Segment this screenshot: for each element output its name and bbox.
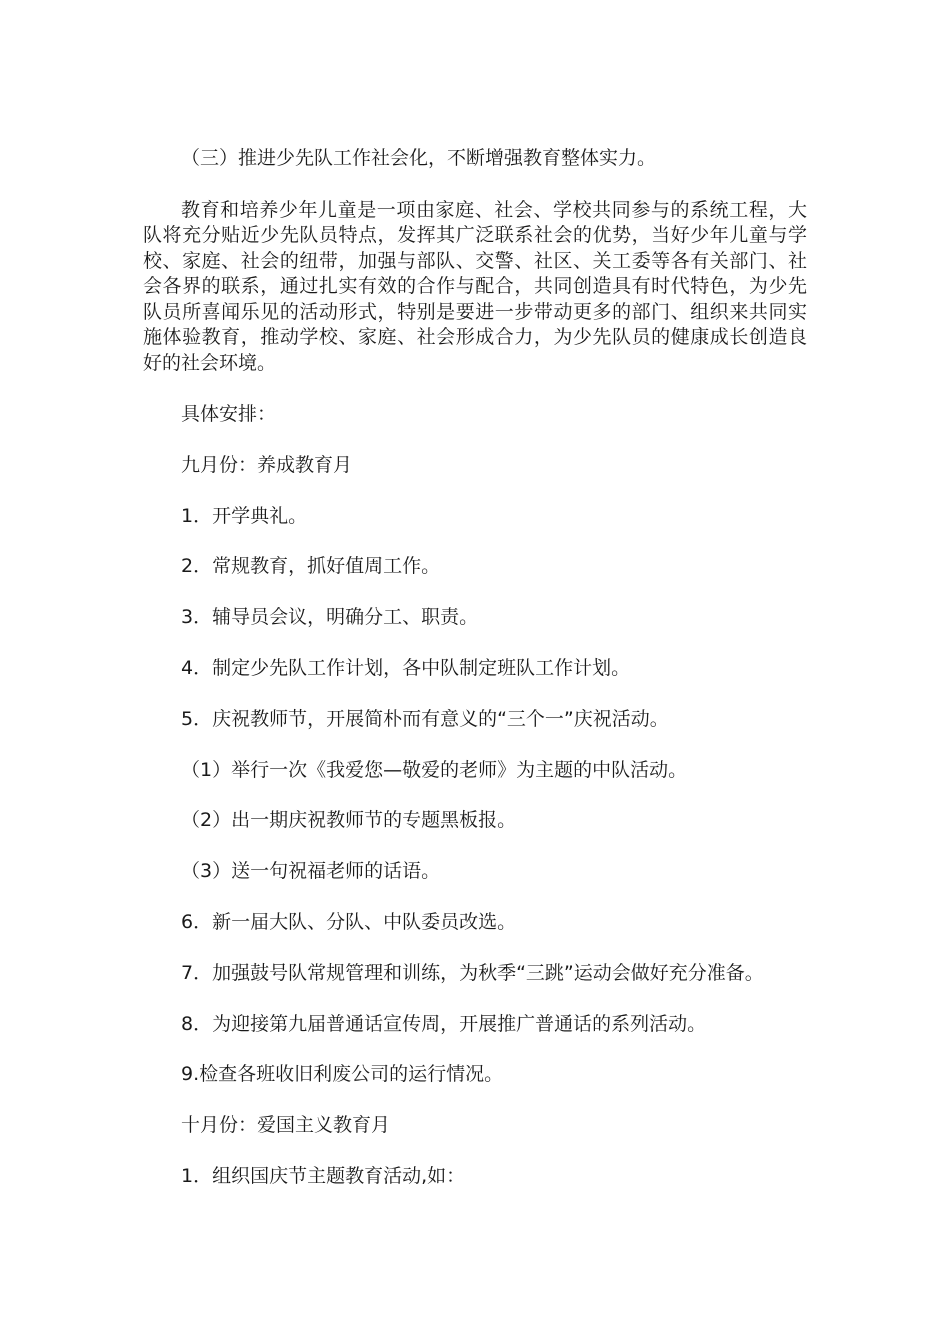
list-item: 9.检查各班收旧利废公司的运行情况。 (181, 1063, 504, 1086)
list-item: 7．加强鼓号队常规管理和训练，为秋季“三跳”运动会做好充分准备。 (181, 961, 764, 984)
list-item: （1）举行一次《我爱您—敬爱的老师》为主题的中队活动。 (181, 758, 688, 781)
list-item: 4．制定少先队工作计划，各中队制定班队工作计划。 (181, 656, 631, 679)
list-item: 1．组织国庆节主题教育活动,如： (181, 1164, 466, 1187)
list-item: 6．新一届大队、分队、中队委员改选。 (181, 910, 517, 933)
arrangement-label: 具体安排： (181, 403, 277, 425)
document-body (143, 146, 807, 1215)
list-item: 1．开学典礼。 (181, 504, 308, 527)
list-item: （3）送一句祝福老师的话语。 (181, 860, 441, 883)
september-title: 九月份：养成教育月 (181, 453, 353, 476)
list-item: 5．庆祝教师节，开展简朴而有意义的“三个一”庆祝活动。 (181, 707, 669, 730)
list-item: 2．常规教育，抓好值周工作。 (181, 555, 441, 578)
intro-paragraph: 教育和培养少年儿童是一项由家庭、社会、学校共同参与的系统工程，大队将充分贴近少先队员特点，发挥其广泛联系社会的优势，当好少年儿童与学校、家庭、社会的纽带，加强与部队、交警、社区、关工委等各有关部门、社会各界的联系，通过扎实有效的合作与配合，共同创造具有时代特色，为少先队员所喜闻乐见的活动形式，特别是要进一步带动更多的部门、组织来共同实施体验教育，推动学校、家庭、社会形成合力，为少先队员的健康成长创造良好的社会环境。 (143, 198, 807, 374)
list-item: 3．辅导员会议，明确分工、职责。 (181, 606, 479, 629)
october-title: 十月份：爱国主义教育月 (181, 1114, 391, 1137)
list-item: 8．为迎接第九届普通话宣传周，开展推广普通话的系列活动。 (181, 1012, 707, 1035)
section-heading: （三）推进少先队工作社会化，不断增强教育整体实力。 (181, 147, 657, 169)
list-item: （2）出一期庆祝教师节的专题黑板报。 (181, 809, 517, 832)
